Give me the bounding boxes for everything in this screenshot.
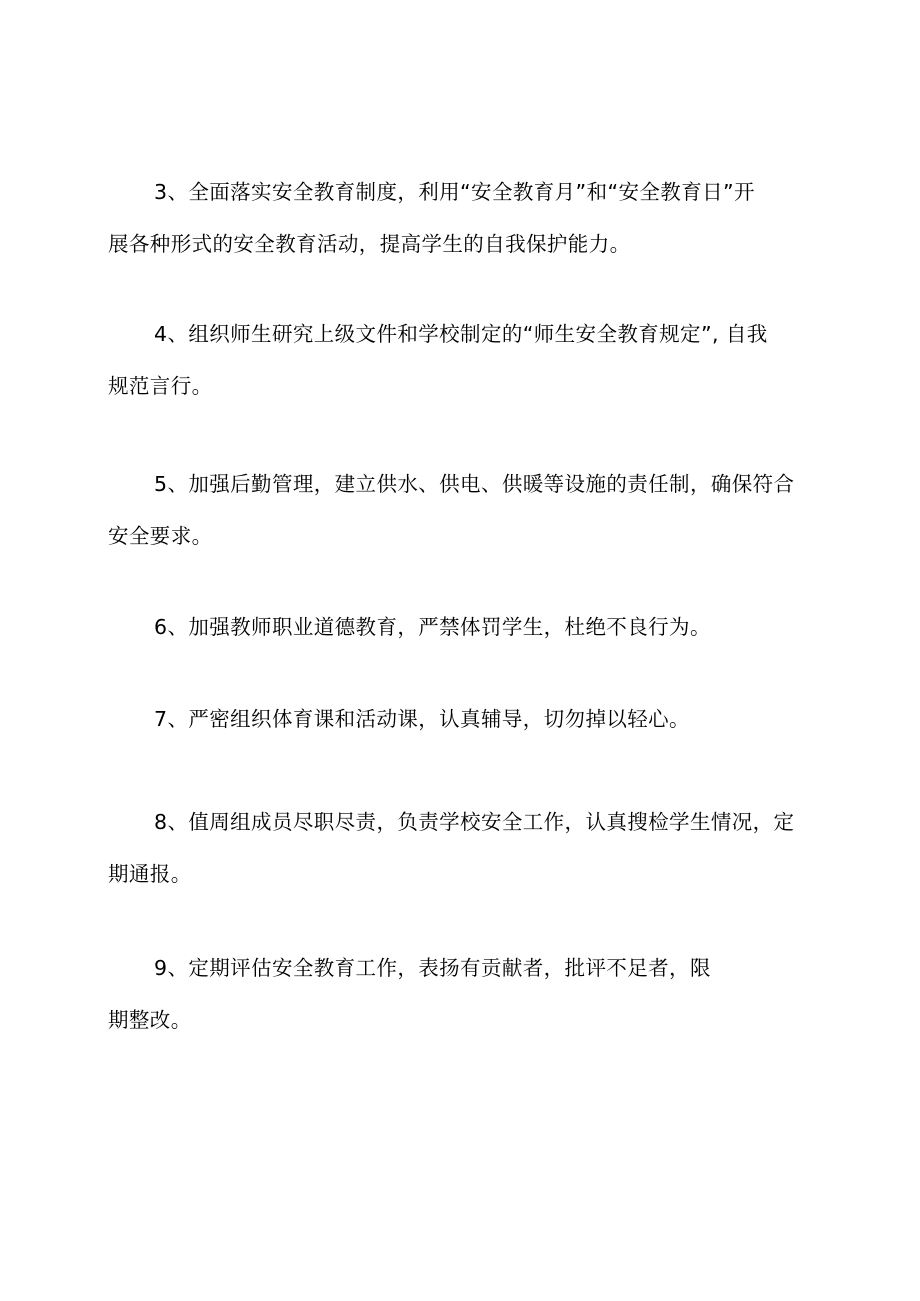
paragraph-line: 展各种形式的安全教育活动，提高学生的自我保护能力。 — [108, 232, 631, 256]
paragraph-item-7 — [108, 693, 820, 745]
paragraph-item-5 — [108, 458, 820, 562]
paragraph-item-4 — [108, 308, 820, 412]
paragraph-line: 5、加强后勤管理，建立供水、供电、供暖等设施的责任制，确保符合 — [154, 472, 795, 496]
paragraph-line: 7、严密组织体育课和活动课，认真辅导，切勿掉以轻心。 — [154, 707, 690, 731]
paragraph-item-6 — [108, 601, 820, 653]
paragraph-line: 规范言行。 — [108, 374, 213, 398]
paragraph-item-3 — [108, 166, 820, 270]
paragraph-line: 6、加强教师职业道德教育，严禁体罚学生，杜绝不良行为。 — [154, 615, 711, 639]
paragraph-line: 9、定期评估安全教育工作，表扬有贡献者，批评不足者，限 — [154, 956, 711, 980]
paragraph-item-8 — [108, 796, 820, 900]
paragraph-line: 期整改。 — [108, 1008, 192, 1032]
paragraph-line: 期通报。 — [108, 862, 192, 886]
paragraph-line: 3、全面落实安全教育制度，利用“安全教育月”和“安全教育日”开 — [154, 180, 755, 204]
paragraph-item-9 — [108, 942, 820, 1046]
paragraph-line: 安全要求。 — [108, 524, 213, 548]
paragraph-line: 4、组织师生研究上级文件和学校制定的“师生安全教育规定”, 自我 — [154, 322, 768, 346]
paragraph-line: 8、值周组成员尽职尽责，负责学校安全工作，认真搜检学生情况，定 — [154, 810, 795, 834]
